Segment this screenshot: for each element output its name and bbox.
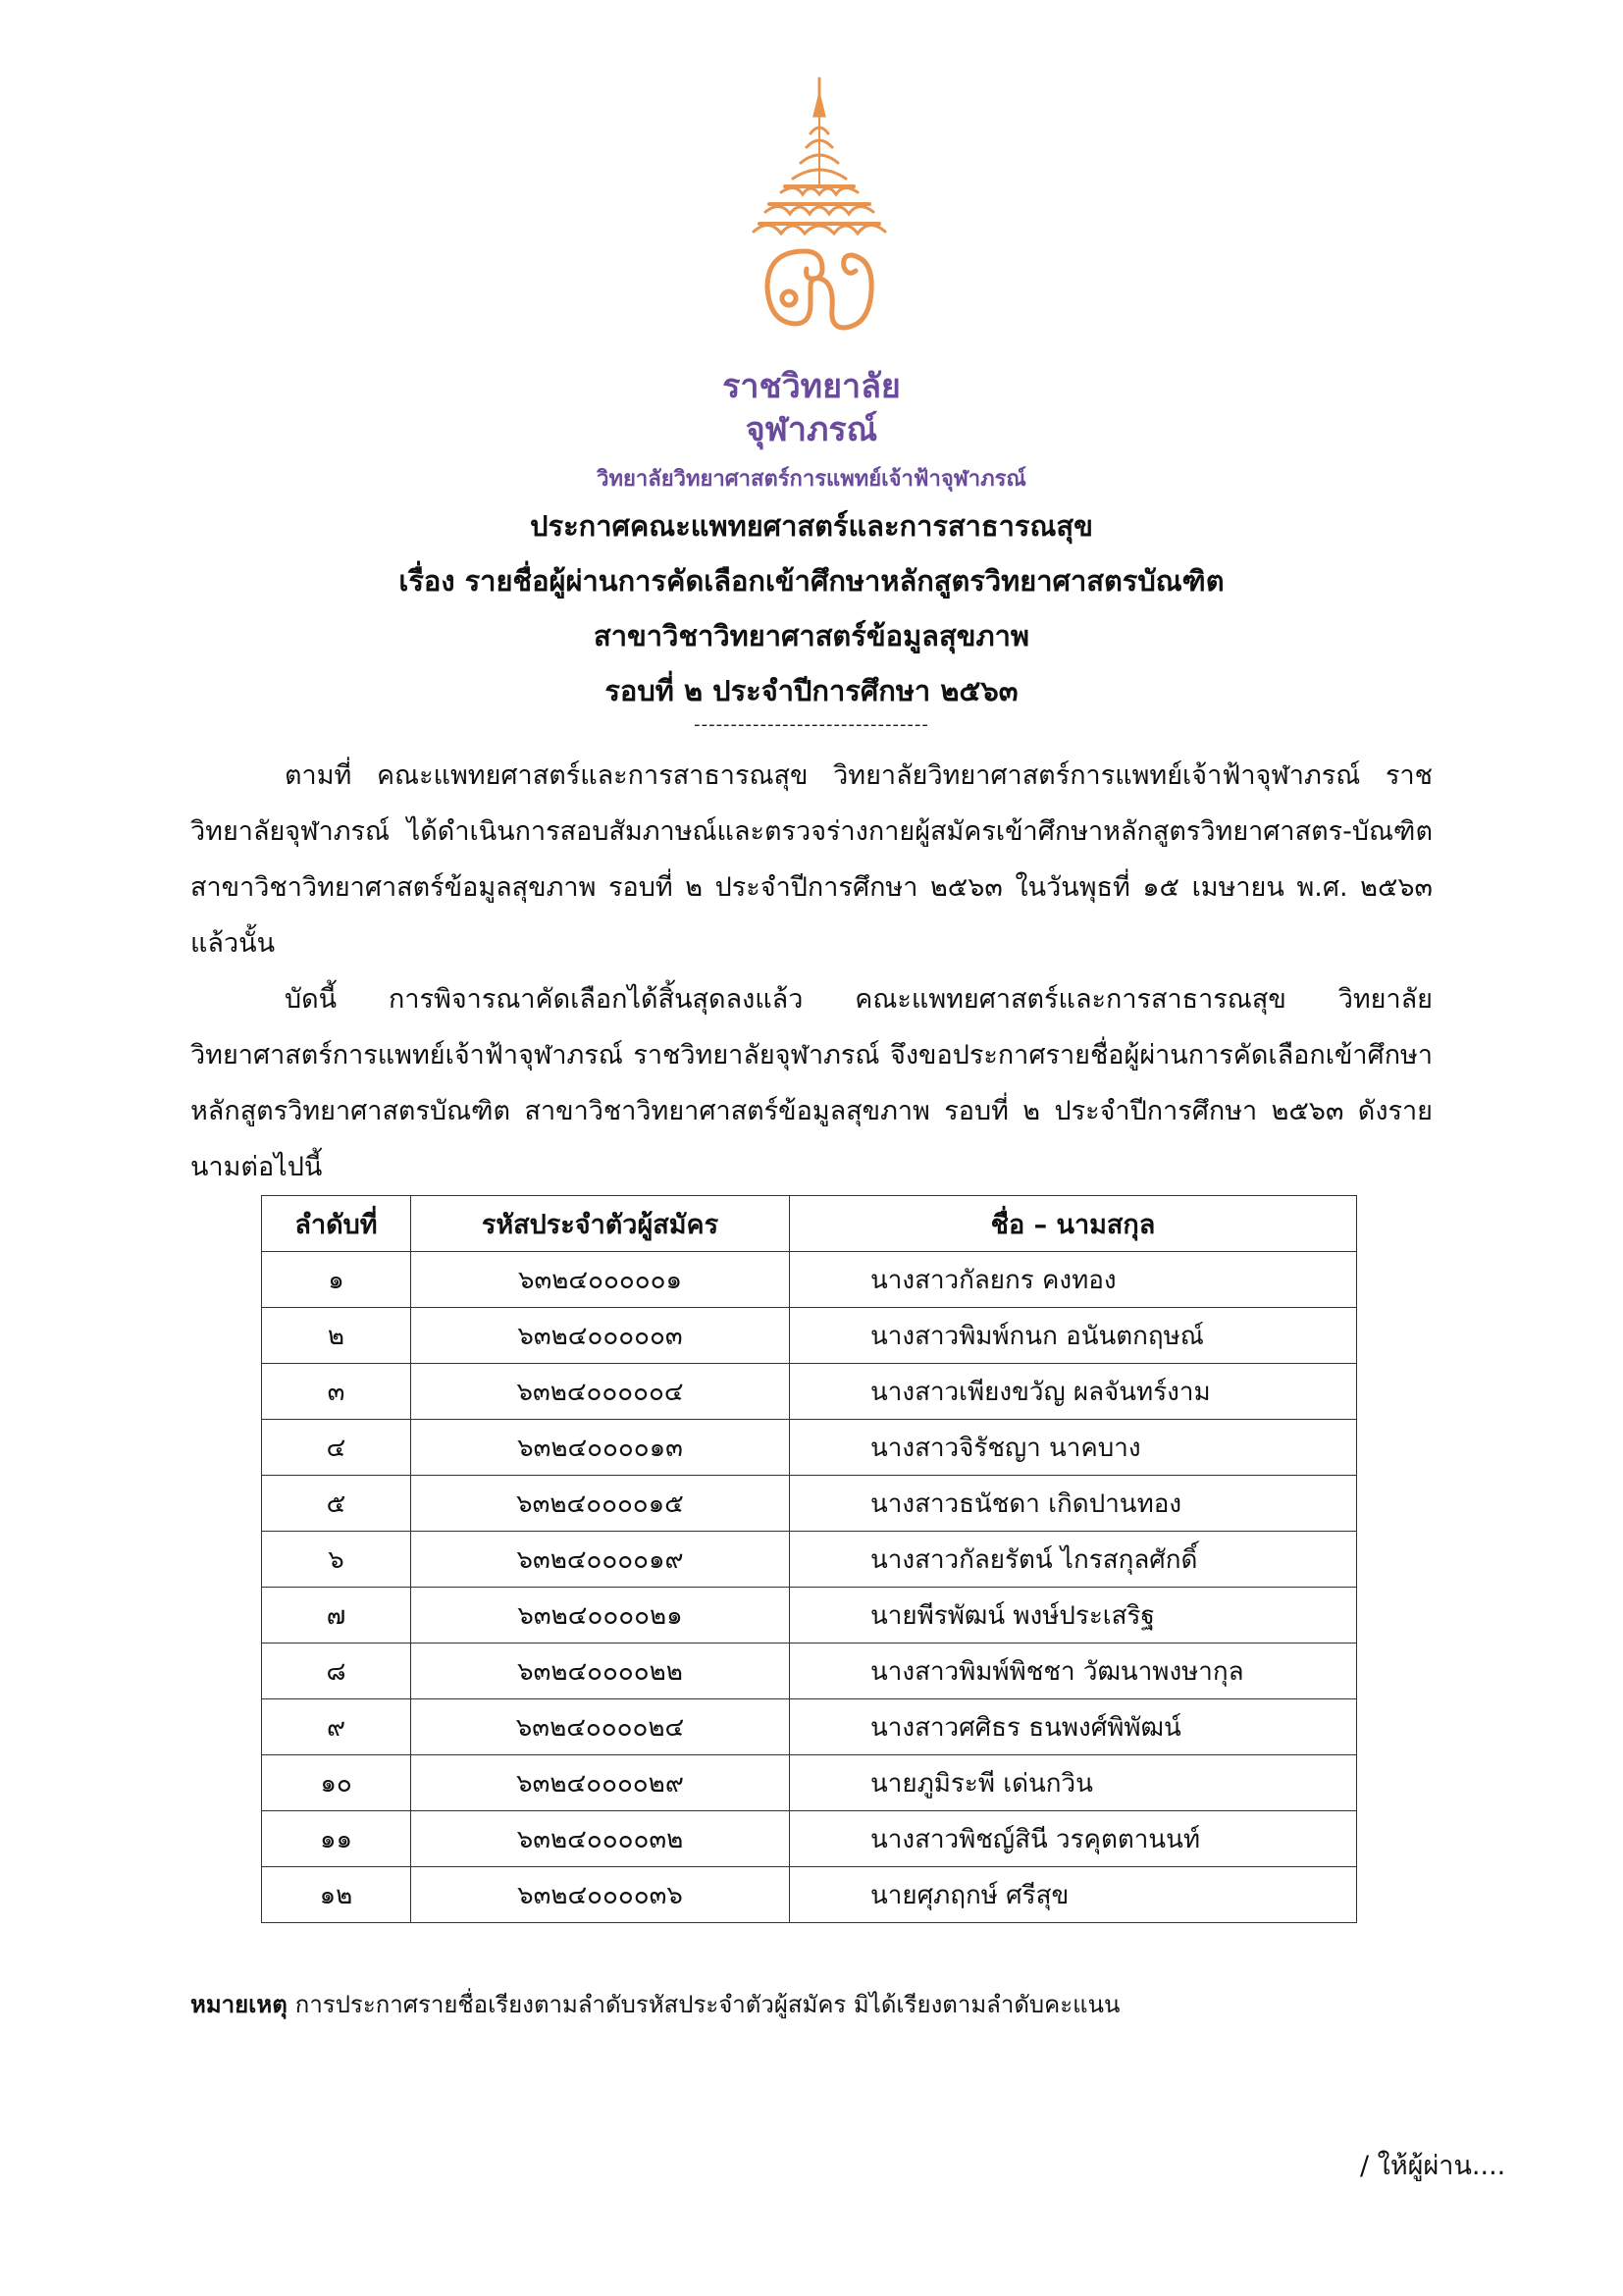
cell-full-name: นายพีรพัฒน์ พงษ์ประเสริฐ <box>790 1588 1357 1644</box>
cell-applicant-id: ๖๓๒๔๐๐๐๐๐๑ <box>411 1252 790 1308</box>
table-row <box>262 1252 1357 1308</box>
cell-order: ๖ <box>262 1532 411 1588</box>
cell-order: ๒ <box>262 1308 411 1364</box>
university-name-line2: จุฬาภรณ์ <box>745 410 878 449</box>
table-row <box>262 1699 1357 1755</box>
table-row <box>262 1811 1357 1867</box>
remark-label: หมายเหตุ <box>190 1991 288 2018</box>
cell-applicant-id: ๖๓๒๔๐๐๐๐๒๑ <box>411 1588 790 1644</box>
header-full-name: ชื่อ – นามสกุล <box>790 1196 1357 1252</box>
header-order: ลำดับที่ <box>262 1196 411 1252</box>
table-row <box>262 1364 1357 1420</box>
cell-full-name: นางสาวจิรัชญา นาคบาง <box>790 1420 1357 1476</box>
cell-applicant-id: ๖๓๒๔๐๐๐๐๑๓ <box>411 1420 790 1476</box>
table-header-row <box>262 1196 1357 1252</box>
paragraph-1-text: ตามที่ คณะแพทยศาสตร์และการสาธารณสุข วิทยาลัยวิทยาศาสตร์การแพทย์เจ้าฟ้าจุฬาภรณ์ ราชวิทยาลัยจุฬาภรณ์ ได้ดำเนินการสอบสัมภาษณ์และตรวจร่างกายผู้สมัครเข้าศึกษาหลักสูตรวิทยาศาสตร-บัณฑิต สาขาวิชาวิทยาศาสตร์ข้อมูลสุขภาพ รอบที่ ๒ ประจำปีการศึกษา ๒๕๖๓ ในวันพุธที่ ๑๕ เมษายน พ.ศ. ๒๕๖๓ แล้วนั้น <box>190 760 1433 959</box>
cell-full-name: นางสาวกัลยรัตน์ ไกรสกุลศักดิ์ <box>790 1532 1357 1588</box>
table-row <box>262 1420 1357 1476</box>
continued-marker: / ให้ผู้ผ่าน.... <box>1360 2151 1506 2181</box>
table-row <box>262 1867 1357 1923</box>
cell-full-name: นายภูมิระพี เด่นกวิน <box>790 1755 1357 1811</box>
cell-full-name: นางสาวพิมพ์กนก อนันตกฤษณ์ <box>790 1308 1357 1364</box>
header-applicant-id: รหัสประจำตัวผู้สมัคร <box>411 1196 790 1252</box>
college-logo <box>746 77 893 341</box>
cell-order: ๑๑ <box>262 1811 411 1867</box>
announcement-program: สาขาวิชาวิทยาศาสตร์ข้อมูลสุขภาพ <box>594 619 1029 652</box>
cell-applicant-id: ๖๓๒๔๐๐๐๐๓๖ <box>411 1867 790 1923</box>
table-row <box>262 1476 1357 1532</box>
cell-full-name: นางสาวกัลยกร คงทอง <box>790 1252 1357 1308</box>
body-paragraph-1 <box>190 748 1433 971</box>
table-row <box>262 1755 1357 1811</box>
cell-order: ๑๒ <box>262 1867 411 1923</box>
cell-full-name: นางสาวธนัชดา เกิดปานทอง <box>790 1476 1357 1532</box>
cell-full-name: นางสาวพิชญ์สินี วรคุตตานนท์ <box>790 1811 1357 1867</box>
candidate-table <box>261 1195 1357 1923</box>
cell-order: ๔ <box>262 1420 411 1476</box>
cell-order: ๘ <box>262 1644 411 1699</box>
cell-order: ๑๐ <box>262 1755 411 1811</box>
paragraph-2-text: บัดนี้ การพิจารณาคัดเลือกได้สิ้นสุดลงแล้ว คณะแพทยศาสตร์และการสาธารณสุข วิทยาลัยวิทยาศาสตร์การแพทย์เจ้าฟ้าจุฬาภรณ์ ราชวิทยาลัยจุฬาภรณ์ จึงขอประกาศรายชื่อผู้ผ่านการคัดเลือกเข้าศึกษาหลักสูตรวิทยาศาสตรบัณฑิต สาขาวิชาวิทยาศาสตร์ข้อมูลสุขภาพ รอบที่ ๒ ประจำปีการศึกษา ๒๕๖๓ ดังรายนามต่อไปนี้ <box>190 984 1433 1182</box>
body-paragraph-2 <box>190 971 1433 1195</box>
college-name: วิทยาลัยวิทยาศาสตร์การแพทย์เจ้าฟ้าจุฬาภรณ์ <box>597 467 1026 492</box>
cell-applicant-id: ๖๓๒๔๐๐๐๐๒๙ <box>411 1755 790 1811</box>
announcement-subject: เรื่อง รายชื่อผู้ผ่านการคัดเลือกเข้าศึกษาหลักสูตรวิทยาศาสตรบัณฑิต <box>398 564 1225 598</box>
cell-full-name: นายศุภฤกษ์ ศรีสุข <box>790 1867 1357 1923</box>
cell-applicant-id: ๖๓๒๔๐๐๐๐๐๓ <box>411 1308 790 1364</box>
cell-full-name: นางสาวพิมพ์พิชชา วัฒนาพงษากุล <box>790 1644 1357 1699</box>
cell-order: ๙ <box>262 1699 411 1755</box>
cell-order: ๕ <box>262 1476 411 1532</box>
table-row <box>262 1588 1357 1644</box>
remark <box>190 1988 1120 2021</box>
cell-full-name: นางสาวเพียงขวัญ ผลจันทร์งาม <box>790 1364 1357 1420</box>
cell-order: ๗ <box>262 1588 411 1644</box>
table-row <box>262 1644 1357 1699</box>
remark-text: การประกาศรายชื่อเรียงตามลำดับรหัสประจำตัวผู้สมัคร มิได้เรียงตามลำดับคะแนน <box>294 1991 1121 2018</box>
cell-applicant-id: ๖๓๒๔๐๐๐๐๐๔ <box>411 1364 790 1420</box>
cell-applicant-id: ๖๓๒๔๐๐๐๐๓๒ <box>411 1811 790 1867</box>
cell-order: ๓ <box>262 1364 411 1420</box>
university-name-line1: ราชวิทยาลัย <box>722 367 901 406</box>
table-row <box>262 1308 1357 1364</box>
cell-applicant-id: ๖๓๒๔๐๐๐๐๒๔ <box>411 1699 790 1755</box>
announcement-round: รอบที่ ๒ ประจำปีการศึกษา ๒๕๖๓ <box>604 674 1019 707</box>
cell-applicant-id: ๖๓๒๔๐๐๐๐๒๒ <box>411 1644 790 1699</box>
title-separator: -------------------------------- <box>694 714 929 735</box>
cell-applicant-id: ๖๓๒๔๐๐๐๐๑๕ <box>411 1476 790 1532</box>
cell-order: ๑ <box>262 1252 411 1308</box>
cell-full-name: นางสาวศศิธร ธนพงศ์พิพัฒน์ <box>790 1699 1357 1755</box>
table-body <box>262 1252 1357 1923</box>
cell-applicant-id: ๖๓๒๔๐๐๐๐๑๙ <box>411 1532 790 1588</box>
table-row <box>262 1532 1357 1588</box>
announcement-title: ประกาศคณะแพทยศาสตร์และการสาธารณสุข <box>530 509 1093 543</box>
